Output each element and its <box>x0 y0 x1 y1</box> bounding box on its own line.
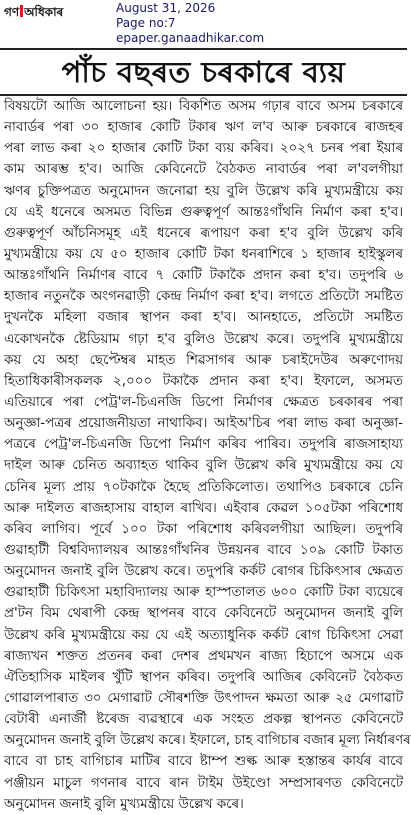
logo-text-left: গণ <box>4 5 20 19</box>
article-body <box>4 96 411 812</box>
article-text-line: এতিয়াৰে পৰা পেট্ৰ'ল-চিএনজি ডিপো নিৰ্মাণৰ ক্ষেত্ৰত চৰকাৰৰ পৰা <box>4 394 403 410</box>
article-text-line: বেটাৰী এনাৰ্জী ষ্টৰেজ ব্যৱস্থাৰে এক সংহত প্ৰকল্প স্থাপনত কেবিনেটে <box>4 712 403 728</box>
masthead <box>0 0 407 48</box>
article-text-line: চেনিৰ মূল্য প্ৰায় ৭০টকাকৈ হৈছে প্ৰতিকিলোত। তথাপিও চৰকাৰে চেনি <box>4 479 403 495</box>
article-text-line: যে এই ধনেৰে অসমত বিভিন্ন গুৰুত্বপূৰ্ণ আন্তঃগাঁথনি নিৰ্মাণ কৰা হ'ব। <box>4 204 403 220</box>
article-text-line: গোৱালপাৰাত ৩০ মেগাৱাট সৌৰশক্তি উৎপাদন ক্ষমতা আৰু ২৫ মেগাৱাট <box>4 690 403 706</box>
article-text-line: আৰু দাইলত ৰাজহাসায় বাহাল ৰাখিব। এইবাৰ কেৱল ১০৫টকা পৰিশোধ <box>4 500 403 516</box>
article-text-line: অনুমোদন জনাই বুলি মুখ্যমন্ত্ৰীয়ে উল্লেখ কৰে। <box>4 796 244 812</box>
article-text-line: অনুমোদন জনাই বুলি উল্লেখ কৰে। তদুপৰি কৰ্কট ৰোগৰ চিকিৎসাৰ ক্ষেত্ৰত <box>4 564 403 580</box>
article-text-line: ঋণৰ চুক্তিপত্ৰত অনুমোদন জনোৱা হয় বুলি উল্লেখ কৰি মুখ্যমন্ত্ৰীয়ে কয় <box>4 183 403 199</box>
article-text-line: কয় যে অহা ছেপ্টেম্বৰ মাহত শিৱসাগৰ আৰু চৰাইদেউৰ অৰুণোদয় <box>4 352 403 368</box>
logo-mark-icon <box>20 5 23 17</box>
article-text-line: কৰিব লাগিব। পূৰ্বে ১০০ টকা পৰিশোধ কৰিবলগীয়া আছিল। তদুপৰি <box>4 521 403 537</box>
logo-text-right: অধিকাৰ <box>24 5 64 19</box>
article-text-line: দুখনকৈ মহিলা বজাৰ স্থাপন কৰা হ'ব। আনহাতে, প্ৰতিটো সমষ্টিত <box>4 310 403 326</box>
article-text-line: প্ৰ'টন বিম থেৰাপী কেন্দ্ৰ স্থাপনৰ বাবে কেবিনেটে অনুমোদন জনাই বুলি <box>4 606 403 622</box>
newspaper-logo <box>4 4 63 20</box>
article-text-line: ৰাজ্যখন শক্তত প্ৰতনৰ কৰা দেশৰ প্ৰথমখন ৰাজ্য হিচাপে অসমে এক <box>4 648 403 664</box>
edition-date: August 31, 2026 <box>116 1 216 15</box>
article-headline: পাঁচ বছৰত চৰকাৰে ব্যয় <box>61 55 346 89</box>
article-text-line: দাইল আৰু চেনিত অব্যাহত থাকিব বুলি উল্লেখ কৰি মুখ্যমন্ত্ৰীয়ে কয় যে <box>4 458 403 474</box>
article-text-line: বিষয়টো আজি আলোচনা হয়। বিকশিত অসম গঢ়াৰ বাবে অসম চৰকাৰে <box>4 99 403 114</box>
article-text-line: পৰা লাভ কৰা ২০ হাজাৰ কোটি টকা ব্যয় কৰিব। ২০২৭ চনৰ পৰা ইয়াৰ <box>4 141 403 157</box>
article-text-line: হাজাৰ নতুনকৈ অংগনৱাড়ী কেন্দ্ৰ নিৰ্মাণ কৰা হ'ব। লগতে প্ৰতিটো সমষ্টিত <box>4 289 403 305</box>
article-text-line: পত্ৰৰে পেট্ৰ'ল-চিএনজি ডিপো নিৰ্মাণ কৰিব পাৰিব। তদুপৰি ৰাজসাহায্য <box>4 437 403 453</box>
article-text-line: বাবে বা চাহ বাগিচাৰ মাটিৰ বাবে ষ্টাম্প শুল্ক আৰু হস্তান্তৰ কাৰ্যৰ বাবে <box>4 754 403 770</box>
article-text-line: আন্তঃগাঁথনি নিৰ্মাণৰ বাবে ৭ কোটি টকাকৈ প্ৰদান কৰা হ'ব। তদুপৰি ৬ <box>4 268 403 284</box>
article-text-line: গুৱাহাটী বিশ্ববিদ্যালয়ৰ আন্তঃগাঁথনিৰ উন্নয়নৰ বাবে ১০৯ কোটি টকাত <box>4 542 403 558</box>
site-url[interactable]: epaper.ganaadhikar.com <box>116 31 265 45</box>
article-text-line: গুৰুত্বপূৰ্ণ আঁচনিসমূহ এই ধনেৰে ৰূপায়ণ কৰা হ'ব বুলি উল্লেখ কৰি <box>4 225 403 241</box>
article-text-line: কাম আৰম্ভ হ'ব। আজি কেবিনেটে বৈঠকত নাবাৰ্ডৰ পৰা ল'বলগীয়া <box>4 162 403 178</box>
article-text-line: উল্লেখ কৰি মুখ্যমন্ত্ৰীয়ে কয় যে এই অত্যাধুনিক কৰ্কট ৰোগ চিকিৎসা সেৱা <box>4 627 403 643</box>
article-text-line: পঞ্জীয়ন মাচুল গণনাৰ বাবে ৰান টাইম উইণ্ডো সম্প্ৰসাৰণত কেবিনেটে <box>4 775 403 791</box>
article-text-line: গুৱাহাটী চিকিৎসা মহাবিদ্যালয় আৰু হাস্পতালত ৬০০ কোটি টকা ব্যয়েৰে <box>4 585 403 601</box>
article-text-line: হিতাধিকাৰীসকলক ২,০০০ টকাকৈ প্ৰদান কৰা হ'ব। ইফালে, অসমত <box>4 373 403 389</box>
article-text-line: মুখ্যমন্ত্ৰীয়ে কয় যে ৫০ হাজাৰ কোটি টকা ধনৰাশিৰে ১ হাজাৰ হাইস্কুলৰ <box>4 246 403 262</box>
article-text-line: একোখনকৈ ষ্টেডিয়াম গঢ়া হ'ব বুলিও উল্লেখ কৰে। তদুপৰি মুখ্যমন্ত্ৰীয়ে <box>4 331 403 347</box>
article-text-line: অনুমোদন জনাই বুলি উল্লেখ কৰে। ইফালে, চাহ বাগিচাৰ বজাৰ মূল্য নিৰ্ধাৰণৰ <box>4 733 411 749</box>
article-text-line: অনুজ্ঞা-পত্ৰৰ প্ৰয়োজনীয়তা নাথাকিব। আইঅ'চিৰ পৰা লাভ কৰা অনুজ্ঞা- <box>4 416 403 432</box>
article-text-line: নাবাৰ্ডৰ পৰা ৩০ হাজাৰ কোটি টকাৰ ঋণ ল'ব আৰু চৰকাৰে ৰাজহৰ <box>4 120 403 136</box>
edition-meta <box>116 1 264 46</box>
page-number: Page no:7 <box>116 16 176 30</box>
article-text-line: ঐতিহাসিক মাইলৰ খুঁটি স্থাপন কৰিব। তদুপৰি আজিৰ কেবিনেট বৈঠকত <box>4 669 403 685</box>
